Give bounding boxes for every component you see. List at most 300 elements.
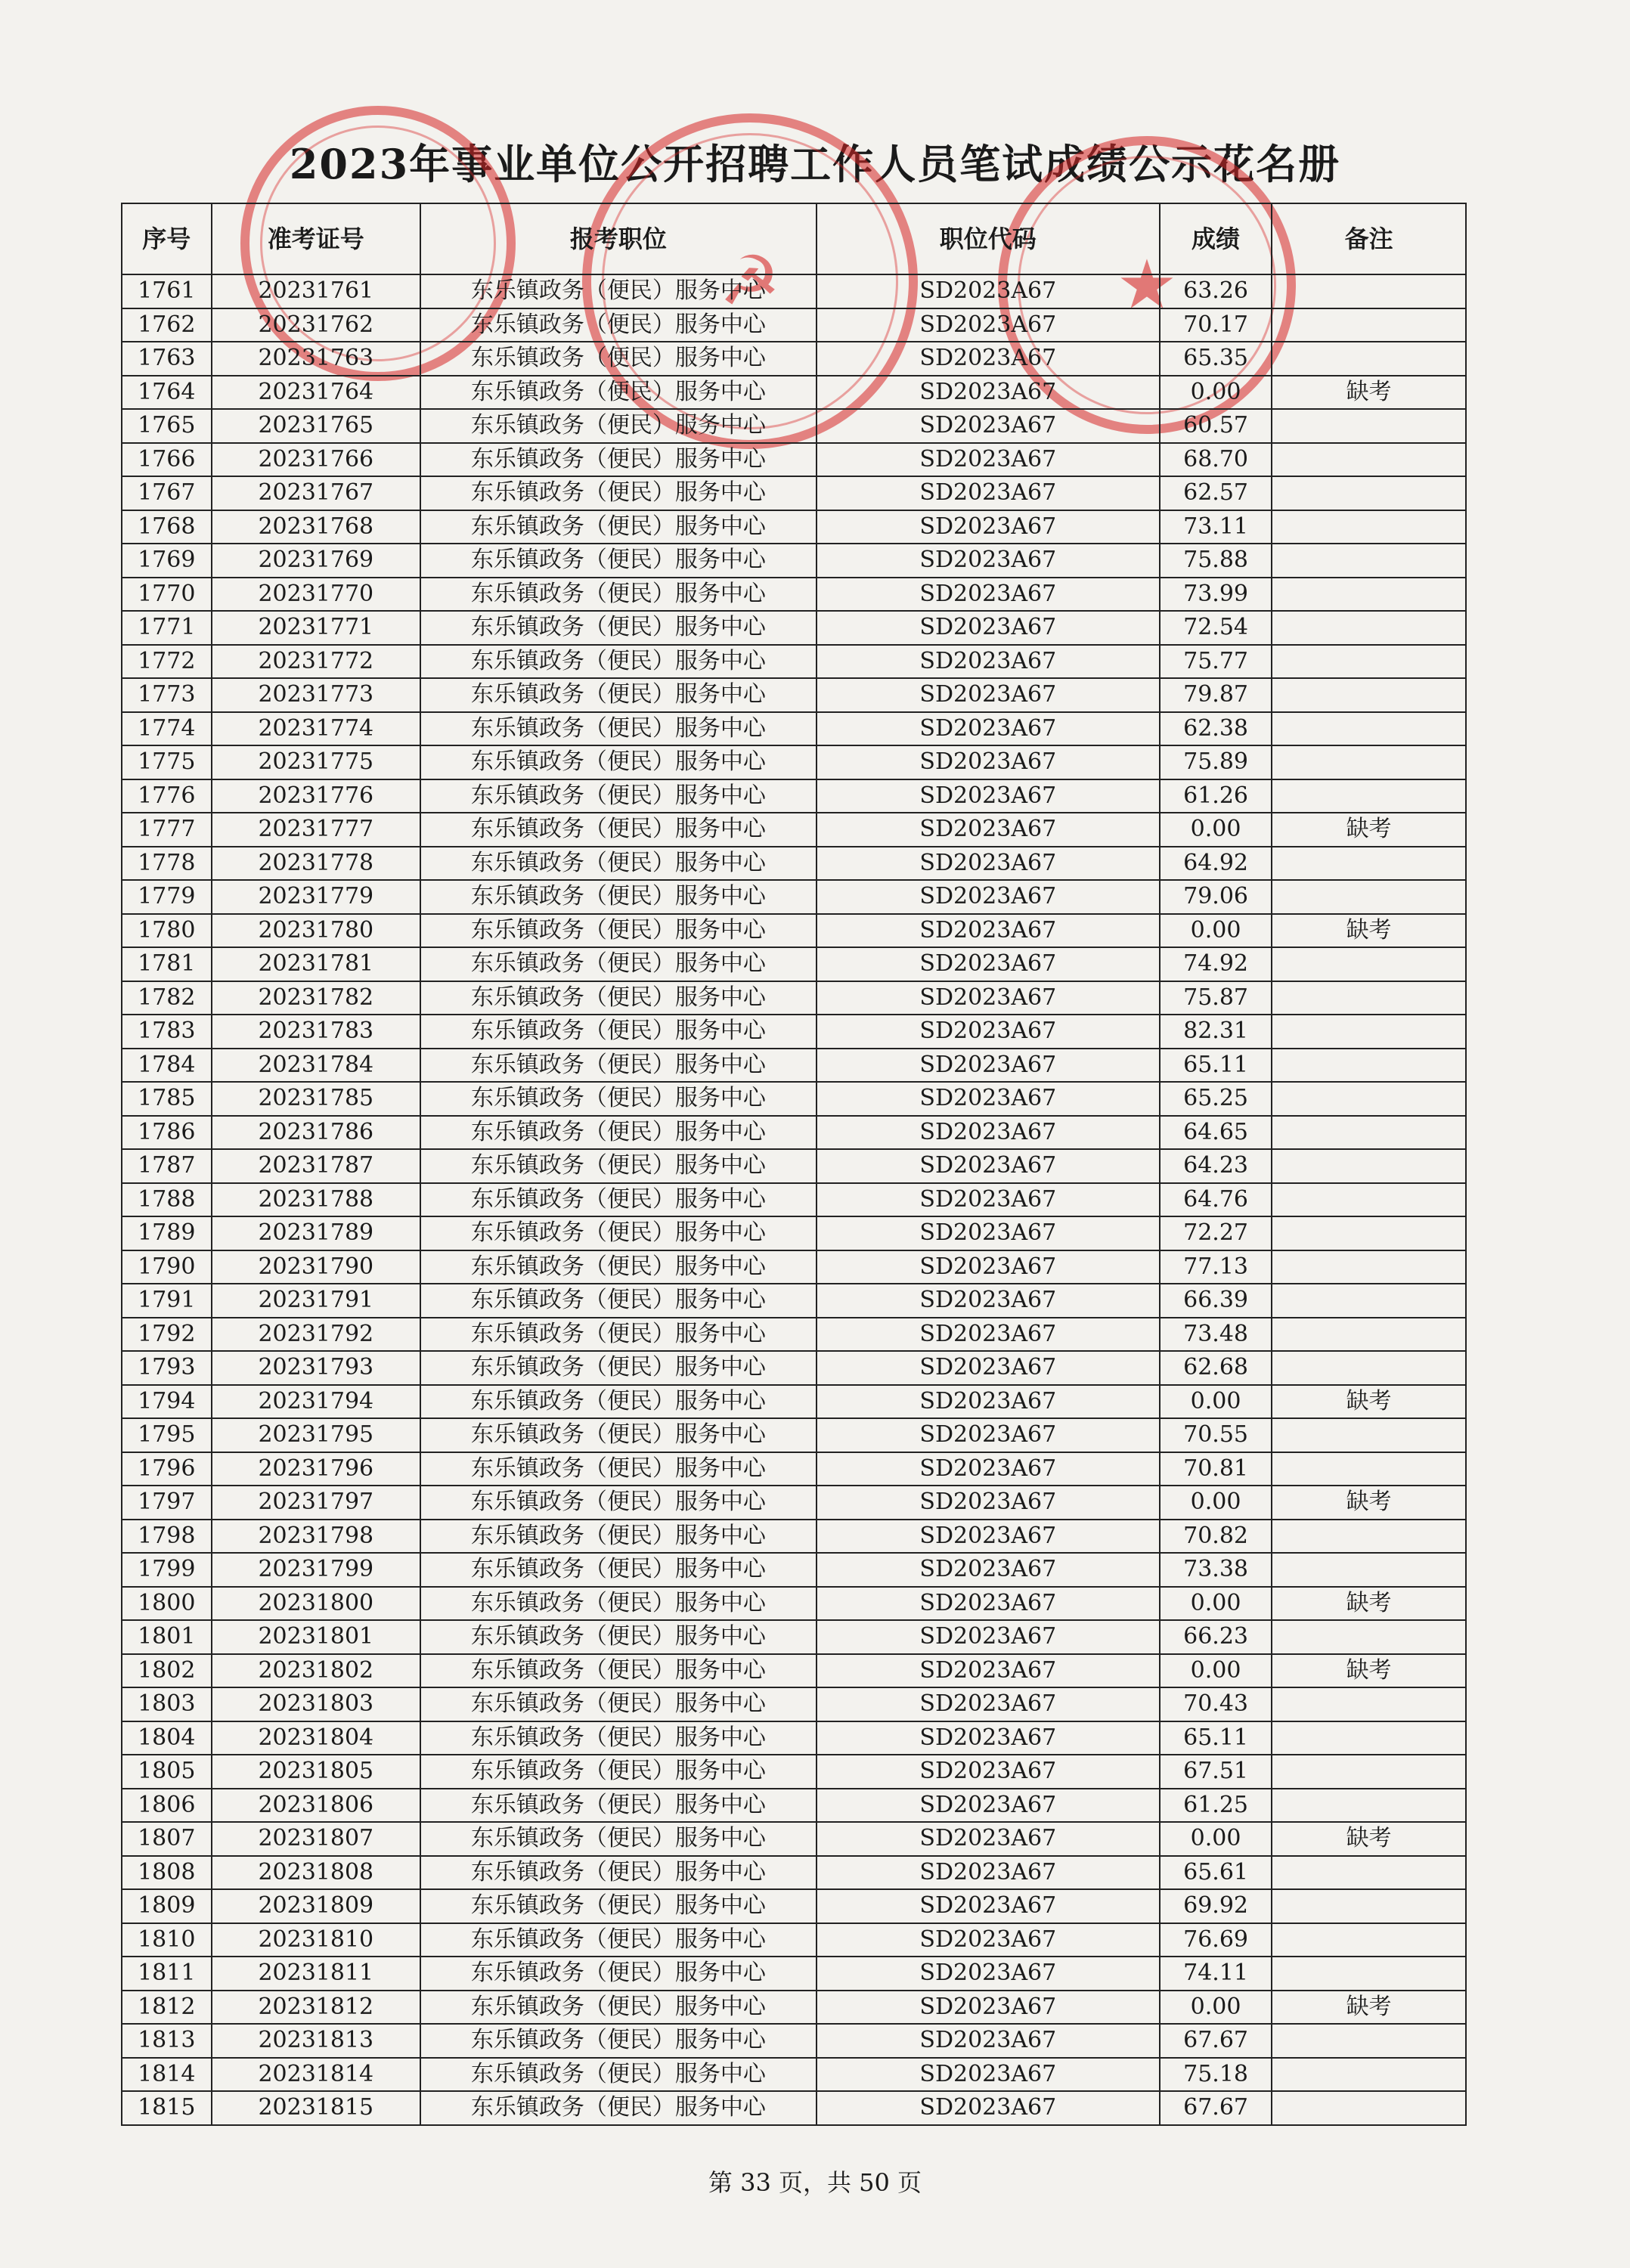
position-cell: 东乐镇政务（便民）服务中心: [420, 745, 817, 779]
position-code-cell: SD2023A67: [817, 1049, 1160, 1083]
exam-id-cell: 20231776: [212, 779, 421, 813]
row-index-cell: 1803: [122, 1687, 212, 1721]
table-row: [122, 1889, 1466, 1923]
score-cell: 65.11: [1160, 1721, 1272, 1755]
score-cell: 70.43: [1160, 1687, 1272, 1721]
row-index-cell: 1769: [122, 544, 212, 578]
score-cell: 73.11: [1160, 510, 1272, 544]
score-cell: 0.00: [1160, 1654, 1272, 1688]
row-index-cell: 1792: [122, 1318, 212, 1352]
score-cell: 0.00: [1160, 1822, 1272, 1856]
table-row: [122, 1923, 1466, 1957]
position-cell: 东乐镇政务（便民）服务中心: [420, 1620, 817, 1654]
remark-cell: [1272, 1216, 1466, 1250]
exam-id-cell: 20231783: [212, 1015, 421, 1049]
row-index-cell: 1785: [122, 1082, 212, 1116]
row-index-cell: 1768: [122, 510, 212, 544]
exam-id-cell: 20231799: [212, 1553, 421, 1587]
position-code-cell: SD2023A67: [817, 813, 1160, 847]
remark-cell: [1272, 880, 1466, 914]
remark-cell: [1272, 1889, 1466, 1923]
row-index-cell: 1787: [122, 1149, 212, 1183]
remark-cell: [1272, 1856, 1466, 1890]
table-row: [122, 1082, 1466, 1116]
remark-cell: [1272, 274, 1466, 308]
exam-id-cell: 20231770: [212, 578, 421, 612]
position-cell: 东乐镇政务（便民）服务中心: [420, 1923, 817, 1957]
position-code-cell: SD2023A67: [817, 1620, 1160, 1654]
score-cell: 65.61: [1160, 1856, 1272, 1890]
position-code-cell: SD2023A67: [817, 1856, 1160, 1890]
table-row: [122, 1216, 1466, 1250]
position-cell: 东乐镇政务（便民）服务中心: [420, 678, 817, 712]
remark-cell: [1272, 510, 1466, 544]
score-cell: 0.00: [1160, 1991, 1272, 2025]
position-cell: 东乐镇政务（便民）服务中心: [420, 376, 817, 410]
exam-id-cell: 20231808: [212, 1856, 421, 1890]
position-code-cell: SD2023A67: [817, 308, 1160, 342]
remark-cell: [1272, 1183, 1466, 1217]
remark-cell: [1272, 712, 1466, 746]
exam-id-cell: 20231813: [212, 2024, 421, 2058]
remark-cell: [1272, 1755, 1466, 1789]
score-cell: 61.26: [1160, 779, 1272, 813]
exam-id-cell: 20231807: [212, 1822, 421, 1856]
position-code-cell: SD2023A67: [817, 947, 1160, 981]
exam-id-cell: 20231794: [212, 1385, 421, 1419]
position-cell: 东乐镇政务（便民）服务中心: [420, 409, 817, 443]
remark-cell: [1272, 1149, 1466, 1183]
exam-id-cell: 20231793: [212, 1351, 421, 1385]
remark-cell: [1272, 1452, 1466, 1486]
remark-cell: [1272, 1923, 1466, 1957]
score-cell: 77.13: [1160, 1250, 1272, 1284]
position-cell: 东乐镇政务（便民）服务中心: [420, 1654, 817, 1688]
row-index-cell: 1789: [122, 1216, 212, 1250]
position-code-cell: SD2023A67: [817, 476, 1160, 510]
table-row: [122, 342, 1466, 376]
remark-cell: [1272, 578, 1466, 612]
exam-id-cell: 20231777: [212, 813, 421, 847]
remark-cell: 缺考: [1272, 376, 1466, 410]
remark-cell: [1272, 981, 1466, 1015]
score-cell: 75.87: [1160, 981, 1272, 1015]
table-row: [122, 880, 1466, 914]
row-index-cell: 1784: [122, 1049, 212, 1083]
position-code-cell: SD2023A67: [817, 1755, 1160, 1789]
remark-cell: 缺考: [1272, 1654, 1466, 1688]
position-cell: 东乐镇政务（便民）服务中心: [420, 1587, 817, 1621]
exam-id-cell: 20231815: [212, 2091, 421, 2125]
position-code-cell: SD2023A67: [817, 914, 1160, 948]
row-index-cell: 1765: [122, 409, 212, 443]
remark-cell: [1272, 1418, 1466, 1452]
position-code-cell: SD2023A67: [817, 1250, 1160, 1284]
exam-id-cell: 20231806: [212, 1789, 421, 1823]
row-index-cell: 1767: [122, 476, 212, 510]
position-cell: 东乐镇政务（便民）服务中心: [420, 1082, 817, 1116]
row-index-cell: 1804: [122, 1721, 212, 1755]
table-row: [122, 1015, 1466, 1049]
position-cell: 东乐镇政务（便民）服务中心: [420, 510, 817, 544]
row-index-cell: 1786: [122, 1116, 212, 1150]
position-cell: 东乐镇政务（便民）服务中心: [420, 914, 817, 948]
header-exam-id: 准考证号: [212, 203, 421, 274]
row-index-cell: 1772: [122, 645, 212, 679]
remark-cell: [1272, 342, 1466, 376]
score-cell: 61.25: [1160, 1789, 1272, 1823]
row-index-cell: 1764: [122, 376, 212, 410]
exam-id-cell: 20231763: [212, 342, 421, 376]
position-cell: 东乐镇政务（便民）服务中心: [420, 1789, 817, 1823]
score-cell: 62.57: [1160, 476, 1272, 510]
exam-id-cell: 20231771: [212, 611, 421, 645]
score-cell: 0.00: [1160, 376, 1272, 410]
exam-id-cell: 20231800: [212, 1587, 421, 1621]
position-cell: 东乐镇政务（便民）服务中心: [420, 712, 817, 746]
row-index-cell: 1773: [122, 678, 212, 712]
position-cell: 东乐镇政务（便民）服务中心: [420, 847, 817, 881]
position-code-cell: SD2023A67: [817, 1318, 1160, 1352]
remark-cell: [1272, 1620, 1466, 1654]
table-row: [122, 1957, 1466, 1991]
remark-cell: [1272, 1721, 1466, 1755]
table-row: [122, 510, 1466, 544]
table-row: [122, 308, 1466, 342]
row-index-cell: 1790: [122, 1250, 212, 1284]
score-cell: 0.00: [1160, 1385, 1272, 1419]
position-code-cell: SD2023A67: [817, 578, 1160, 612]
row-index-cell: 1796: [122, 1452, 212, 1486]
exam-id-cell: 20231814: [212, 2058, 421, 2092]
remark-cell: [1272, 308, 1466, 342]
score-cell: 0.00: [1160, 914, 1272, 948]
exam-id-cell: 20231811: [212, 1957, 421, 1991]
position-cell: 东乐镇政务（便民）服务中心: [420, 1520, 817, 1554]
position-code-cell: SD2023A67: [817, 1957, 1160, 1991]
exam-id-cell: 20231773: [212, 678, 421, 712]
position-code-cell: SD2023A67: [817, 409, 1160, 443]
position-cell: 东乐镇政务（便民）服务中心: [420, 1755, 817, 1789]
table-row: [122, 813, 1466, 847]
table-row: [122, 1250, 1466, 1284]
table-row: [122, 847, 1466, 881]
row-index-cell: 1798: [122, 1520, 212, 1554]
row-index-cell: 1813: [122, 2024, 212, 2058]
position-code-cell: SD2023A67: [817, 1587, 1160, 1621]
table-row: [122, 1149, 1466, 1183]
score-cell: 0.00: [1160, 1587, 1272, 1621]
position-cell: 东乐镇政务（便民）服务中心: [420, 1991, 817, 2025]
position-code-cell: SD2023A67: [817, 847, 1160, 881]
position-code-cell: SD2023A67: [817, 1991, 1160, 2025]
score-cell: 70.17: [1160, 308, 1272, 342]
position-cell: 东乐镇政务（便民）服务中心: [420, 1889, 817, 1923]
remark-cell: [1272, 476, 1466, 510]
exam-id-cell: 20231797: [212, 1486, 421, 1520]
position-cell: 东乐镇政务（便民）服务中心: [420, 1015, 817, 1049]
position-code-cell: SD2023A67: [817, 1520, 1160, 1554]
exam-id-cell: 20231798: [212, 1520, 421, 1554]
score-cell: 73.48: [1160, 1318, 1272, 1352]
table-row: [122, 1587, 1466, 1621]
row-index-cell: 1815: [122, 2091, 212, 2125]
table-row: [122, 1991, 1466, 2025]
remark-cell: 缺考: [1272, 813, 1466, 847]
remark-cell: [1272, 1284, 1466, 1318]
row-index-cell: 1771: [122, 611, 212, 645]
remark-cell: [1272, 2058, 1466, 2092]
table-row: [122, 544, 1466, 578]
score-cell: 65.25: [1160, 1082, 1272, 1116]
table-row: [122, 476, 1466, 510]
position-code-cell: SD2023A67: [817, 1889, 1160, 1923]
exam-id-cell: 20231810: [212, 1923, 421, 1957]
table-row: [122, 1755, 1466, 1789]
page-title: 2023年事业单位公开招聘工作人员笔试成绩公示花名册: [289, 140, 1341, 188]
table-row: [122, 443, 1466, 477]
exam-id-cell: 20231782: [212, 981, 421, 1015]
row-index-cell: 1782: [122, 981, 212, 1015]
position-code-cell: SD2023A67: [817, 443, 1160, 477]
position-cell: 东乐镇政务（便民）服务中心: [420, 1452, 817, 1486]
score-cell: 62.38: [1160, 712, 1272, 746]
table-row: [122, 1654, 1466, 1688]
row-index-cell: 1766: [122, 443, 212, 477]
position-code-cell: SD2023A67: [817, 1149, 1160, 1183]
remark-cell: [1272, 1957, 1466, 1991]
score-cell: 60.57: [1160, 409, 1272, 443]
position-code-cell: SD2023A67: [817, 1015, 1160, 1049]
position-code-cell: SD2023A67: [817, 1789, 1160, 1823]
position-cell: 东乐镇政务（便民）服务中心: [420, 2058, 817, 2092]
row-index-cell: 1763: [122, 342, 212, 376]
row-index-cell: 1791: [122, 1284, 212, 1318]
score-cell: 75.77: [1160, 645, 1272, 679]
exam-id-cell: 20231765: [212, 409, 421, 443]
exam-id-cell: 20231796: [212, 1452, 421, 1486]
exam-id-cell: 20231775: [212, 745, 421, 779]
score-cell: 0.00: [1160, 1486, 1272, 1520]
exam-id-cell: 20231802: [212, 1654, 421, 1688]
exam-id-cell: 20231778: [212, 847, 421, 881]
position-code-cell: SD2023A67: [817, 1116, 1160, 1150]
position-code-cell: SD2023A67: [817, 342, 1160, 376]
row-index-cell: 1780: [122, 914, 212, 948]
remark-cell: 缺考: [1272, 1822, 1466, 1856]
table-header-row: [122, 203, 1466, 274]
row-index-cell: 1795: [122, 1418, 212, 1452]
position-cell: 东乐镇政务（便民）服务中心: [420, 1721, 817, 1755]
score-cell: 72.54: [1160, 611, 1272, 645]
score-cell: 73.99: [1160, 578, 1272, 612]
position-cell: 东乐镇政务（便民）服务中心: [420, 1250, 817, 1284]
row-index-cell: 1775: [122, 745, 212, 779]
score-cell: 64.92: [1160, 847, 1272, 881]
position-code-cell: SD2023A67: [817, 1721, 1160, 1755]
table-row: [122, 2058, 1466, 2092]
remark-cell: [1272, 1687, 1466, 1721]
table-row: [122, 1116, 1466, 1150]
score-cell: 67.67: [1160, 2091, 1272, 2125]
table-row: [122, 1856, 1466, 1890]
exam-id-cell: 20231772: [212, 645, 421, 679]
position-cell: 东乐镇政务（便民）服务中心: [420, 1318, 817, 1352]
row-index-cell: 1788: [122, 1183, 212, 1217]
row-index-cell: 1814: [122, 2058, 212, 2092]
table-row: [122, 678, 1466, 712]
remark-cell: [1272, 1015, 1466, 1049]
position-cell: 东乐镇政务（便民）服务中心: [420, 779, 817, 813]
score-cell: 65.11: [1160, 1049, 1272, 1083]
position-code-cell: SD2023A67: [817, 712, 1160, 746]
exam-id-cell: 20231784: [212, 1049, 421, 1083]
position-code-cell: SD2023A67: [817, 510, 1160, 544]
exam-id-cell: 20231804: [212, 1721, 421, 1755]
table-row: [122, 1620, 1466, 1654]
remark-cell: [1272, 2024, 1466, 2058]
table-row: [122, 1183, 1466, 1217]
position-code-cell: SD2023A67: [817, 1822, 1160, 1856]
score-cell: 62.68: [1160, 1351, 1272, 1385]
remark-cell: 缺考: [1272, 1991, 1466, 2025]
row-index-cell: 1762: [122, 308, 212, 342]
score-cell: 75.89: [1160, 745, 1272, 779]
table-row: [122, 1687, 1466, 1721]
table-row: [122, 645, 1466, 679]
table-row: [122, 1721, 1466, 1755]
position-cell: 东乐镇政务（便民）服务中心: [420, 1856, 817, 1890]
row-index-cell: 1794: [122, 1385, 212, 1419]
remark-cell: [1272, 1789, 1466, 1823]
position-cell: 东乐镇政务（便民）服务中心: [420, 1822, 817, 1856]
score-cell: 64.23: [1160, 1149, 1272, 1183]
score-cell: 64.76: [1160, 1183, 1272, 1217]
position-cell: 东乐镇政务（便民）服务中心: [420, 947, 817, 981]
row-index-cell: 1811: [122, 1957, 212, 1991]
row-index-cell: 1806: [122, 1789, 212, 1823]
remark-cell: [1272, 1049, 1466, 1083]
position-code-cell: SD2023A67: [817, 1216, 1160, 1250]
row-index-cell: 1777: [122, 813, 212, 847]
table-row: [122, 712, 1466, 746]
exam-id-cell: 20231788: [212, 1183, 421, 1217]
position-code-cell: SD2023A67: [817, 1082, 1160, 1116]
position-cell: 东乐镇政务（便民）服务中心: [420, 1687, 817, 1721]
position-code-cell: SD2023A67: [817, 1654, 1160, 1688]
table-row: [122, 2091, 1466, 2125]
remark-cell: [1272, 678, 1466, 712]
position-code-cell: SD2023A67: [817, 745, 1160, 779]
table-row: [122, 1553, 1466, 1587]
position-cell: 东乐镇政务（便民）服务中心: [420, 1553, 817, 1587]
remark-cell: 缺考: [1272, 1587, 1466, 1621]
exam-id-cell: 20231774: [212, 712, 421, 746]
position-code-cell: SD2023A67: [817, 376, 1160, 410]
table-row: [122, 947, 1466, 981]
score-cell: 75.88: [1160, 544, 1272, 578]
score-cell: 64.65: [1160, 1116, 1272, 1150]
position-code-cell: SD2023A67: [817, 2058, 1160, 2092]
score-cell: 76.69: [1160, 1923, 1272, 1957]
remark-cell: [1272, 645, 1466, 679]
exam-id-cell: 20231805: [212, 1755, 421, 1789]
position-cell: 东乐镇政务（便民）服务中心: [420, 1957, 817, 1991]
table-row: [122, 611, 1466, 645]
row-index-cell: 1801: [122, 1620, 212, 1654]
score-cell: 63.26: [1160, 274, 1272, 308]
position-cell: 东乐镇政务（便民）服务中心: [420, 1351, 817, 1385]
row-index-cell: 1779: [122, 880, 212, 914]
remark-cell: [1272, 611, 1466, 645]
row-index-cell: 1805: [122, 1755, 212, 1789]
table-row: [122, 1822, 1466, 1856]
position-code-cell: SD2023A67: [817, 779, 1160, 813]
table-row: [122, 1418, 1466, 1452]
position-cell: 东乐镇政务（便民）服务中心: [420, 476, 817, 510]
table-row: [122, 1452, 1466, 1486]
remark-cell: 缺考: [1272, 1385, 1466, 1419]
position-code-cell: SD2023A67: [817, 1183, 1160, 1217]
table-row: [122, 1284, 1466, 1318]
row-index-cell: 1774: [122, 712, 212, 746]
row-index-cell: 1770: [122, 578, 212, 612]
row-index-cell: 1807: [122, 1822, 212, 1856]
row-index-cell: 1776: [122, 779, 212, 813]
table-row: [122, 274, 1466, 308]
position-cell: 东乐镇政务（便民）服务中心: [420, 611, 817, 645]
score-cell: 70.55: [1160, 1418, 1272, 1452]
score-cell: 79.06: [1160, 880, 1272, 914]
position-cell: 东乐镇政务（便民）服务中心: [420, 274, 817, 308]
exam-id-cell: 20231792: [212, 1318, 421, 1352]
exam-id-cell: 20231764: [212, 376, 421, 410]
table-row: [122, 1385, 1466, 1419]
position-cell: 东乐镇政务（便民）服务中心: [420, 1149, 817, 1183]
score-cell: 65.35: [1160, 342, 1272, 376]
header-remark: 备注: [1272, 203, 1466, 274]
position-code-cell: SD2023A67: [817, 274, 1160, 308]
table-row: [122, 1789, 1466, 1823]
header-index: 序号: [122, 203, 212, 274]
position-code-cell: SD2023A67: [817, 1385, 1160, 1419]
row-index-cell: 1809: [122, 1889, 212, 1923]
position-cell: 东乐镇政务（便民）服务中心: [420, 880, 817, 914]
position-code-cell: SD2023A67: [817, 880, 1160, 914]
position-code-cell: SD2023A67: [817, 1418, 1160, 1452]
score-cell: 66.39: [1160, 1284, 1272, 1318]
table-row: [122, 409, 1466, 443]
position-cell: 东乐镇政务（便民）服务中心: [420, 308, 817, 342]
exam-id-cell: 20231769: [212, 544, 421, 578]
table-row: [122, 779, 1466, 813]
score-cell: 73.38: [1160, 1553, 1272, 1587]
row-index-cell: 1778: [122, 847, 212, 881]
position-code-cell: SD2023A67: [817, 544, 1160, 578]
remark-cell: [1272, 847, 1466, 881]
score-cell: 79.87: [1160, 678, 1272, 712]
exam-id-cell: 20231780: [212, 914, 421, 948]
score-cell: 74.11: [1160, 1957, 1272, 1991]
exam-id-cell: 20231768: [212, 510, 421, 544]
row-index-cell: 1783: [122, 1015, 212, 1049]
emblem-icon: ☭: [719, 241, 781, 321]
remark-cell: [1272, 1318, 1466, 1352]
score-cell: 75.18: [1160, 2058, 1272, 2092]
remark-cell: [1272, 409, 1466, 443]
position-code-cell: SD2023A67: [817, 1452, 1160, 1486]
row-index-cell: 1793: [122, 1351, 212, 1385]
